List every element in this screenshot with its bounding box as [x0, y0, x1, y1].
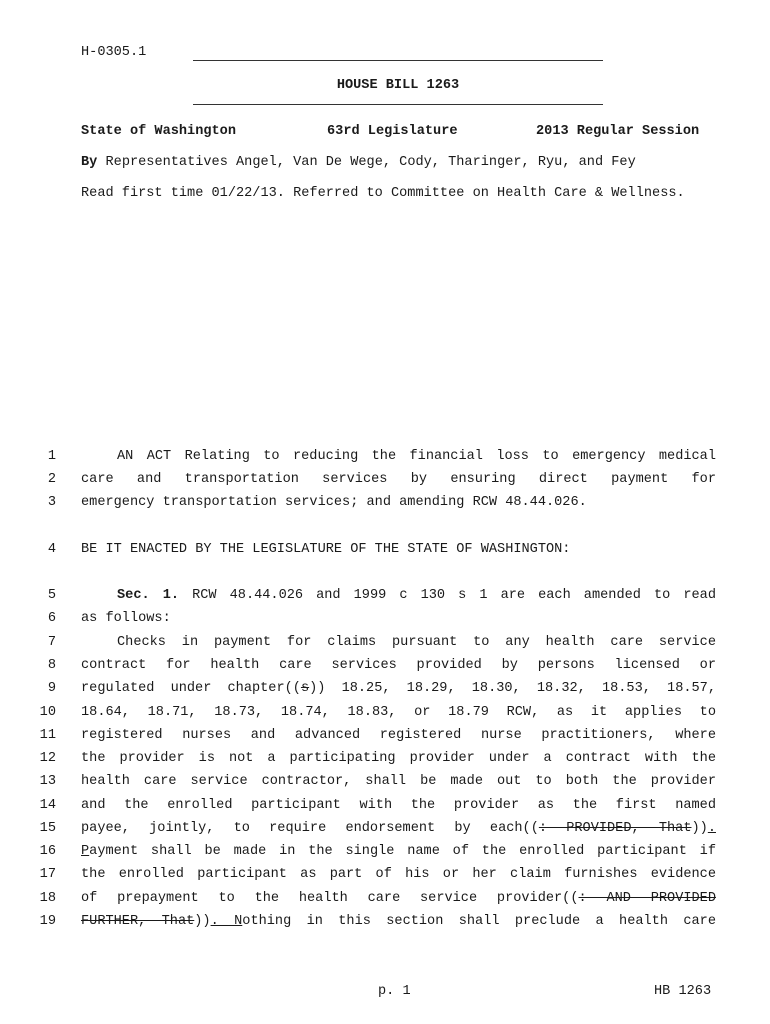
line-number: 14: [39, 798, 56, 813]
text-segment: of prepayment to the health care service provider((: [81, 891, 579, 906]
section-text: RCW 48.44.026 and 1999 c 130 s 1 are each amended to read: [179, 588, 716, 603]
body-line-1: AN ACT Relating to reducing the financial loss to emergency medical: [117, 449, 716, 464]
body-line-6: as follows:: [81, 611, 171, 626]
line-number: 19: [39, 914, 56, 929]
page-number: p. 1: [378, 984, 411, 999]
struck-text: : AND PROVIDED: [578, 891, 716, 906]
line-number: 1: [47, 449, 56, 464]
struck-text: FURTHER, That: [81, 914, 195, 929]
struck-text: s: [300, 681, 310, 696]
body-line-8: contract for health care services provided by persons licensed or: [81, 658, 716, 673]
top-rule: [193, 60, 603, 61]
line-number: 7: [47, 635, 56, 650]
text-segment: payee, jointly, to require endorsement by each((: [81, 821, 539, 836]
inserted-text: P: [81, 844, 90, 859]
text-segment: othing in this section shall preclude a health care: [242, 914, 716, 929]
read-first-line: Read first time 01/22/13. Referred to Committee on Health Care & Wellness.: [81, 186, 685, 201]
line-number: 2: [47, 472, 56, 487]
bill-title: HOUSE BILL 1263: [336, 78, 460, 93]
text-segment: )): [194, 914, 211, 929]
body-line-3: emergency transportation services; and amending RCW 48.44.026.: [81, 495, 587, 510]
line-number: 9: [47, 681, 56, 696]
line-number: 4: [47, 542, 56, 557]
body-line-18: [81, 891, 716, 906]
line-number: 3: [47, 495, 56, 510]
line-number: 17: [39, 867, 56, 882]
text-segment: )) 18.25, 18.29, 18.30, 18.32, 18.53, 18.57,: [309, 681, 716, 696]
sponsors-line: [81, 155, 636, 170]
line-number: 6: [47, 611, 56, 626]
line-number: 8: [47, 658, 56, 673]
section-heading: Sec. 1.: [117, 588, 180, 603]
text-segment: regulated under chapter((: [81, 681, 301, 696]
line-number: 10: [39, 705, 56, 720]
body-line-12: the provider is not a participating provider under a contract with the: [81, 751, 716, 766]
inserted-text: . N: [210, 914, 243, 929]
body-line-7: Checks in payment for claims pursuant to any health care service: [117, 635, 716, 650]
body-line-2: care and transportation services by ensuring direct payment for: [81, 472, 716, 487]
state-label: State of Washington: [81, 124, 236, 139]
line-number: 5: [47, 588, 56, 603]
body-line-4: BE IT ENACTED BY THE LEGISLATURE OF THE STATE OF WASHINGTON:: [81, 542, 571, 557]
document-id: H-0305.1: [81, 45, 147, 60]
body-line-16: [81, 844, 716, 859]
text-segment: ayment shall be made in the single name of the enrolled participant if: [89, 844, 716, 859]
legislature-label: 63rd Legislature: [327, 124, 458, 139]
line-number: 15: [39, 821, 56, 836]
body-line-9: [81, 681, 716, 696]
line-number: 12: [39, 751, 56, 766]
body-line-17: the enrolled participant as part of his or her claim furnishes evidence: [81, 867, 716, 882]
body-line-19: [81, 914, 716, 929]
struck-text: : PROVIDED, That: [538, 821, 692, 836]
body-line-14: and the enrolled participant with the provider as the first named: [81, 798, 716, 813]
body-line-15: [81, 821, 716, 836]
bill-reference: HB 1263: [654, 984, 712, 999]
body-line-11: registered nurses and advanced registered nurse practitioners, where: [81, 728, 716, 743]
body-line-5: [81, 588, 716, 603]
session-label: 2013 Regular Session: [536, 124, 700, 139]
line-number: 11: [39, 728, 56, 743]
line-number: 16: [39, 844, 56, 859]
title-rule: [193, 104, 603, 105]
line-number: 18: [39, 891, 56, 906]
by-label: By: [81, 155, 98, 170]
inserted-text: .: [707, 821, 716, 836]
text-segment: )): [691, 821, 708, 836]
body-line-13: health care service contractor, shall be made out to both the provider: [81, 774, 716, 789]
body-line-10: 18.64, 18.71, 18.73, 18.74, 18.83, or 18.79 RCW, as it applies to: [81, 705, 716, 720]
sponsors: Representatives Angel, Van De Wege, Cody, Tharinger, Ryu, and Fey: [105, 155, 636, 170]
line-number: 13: [39, 774, 56, 789]
